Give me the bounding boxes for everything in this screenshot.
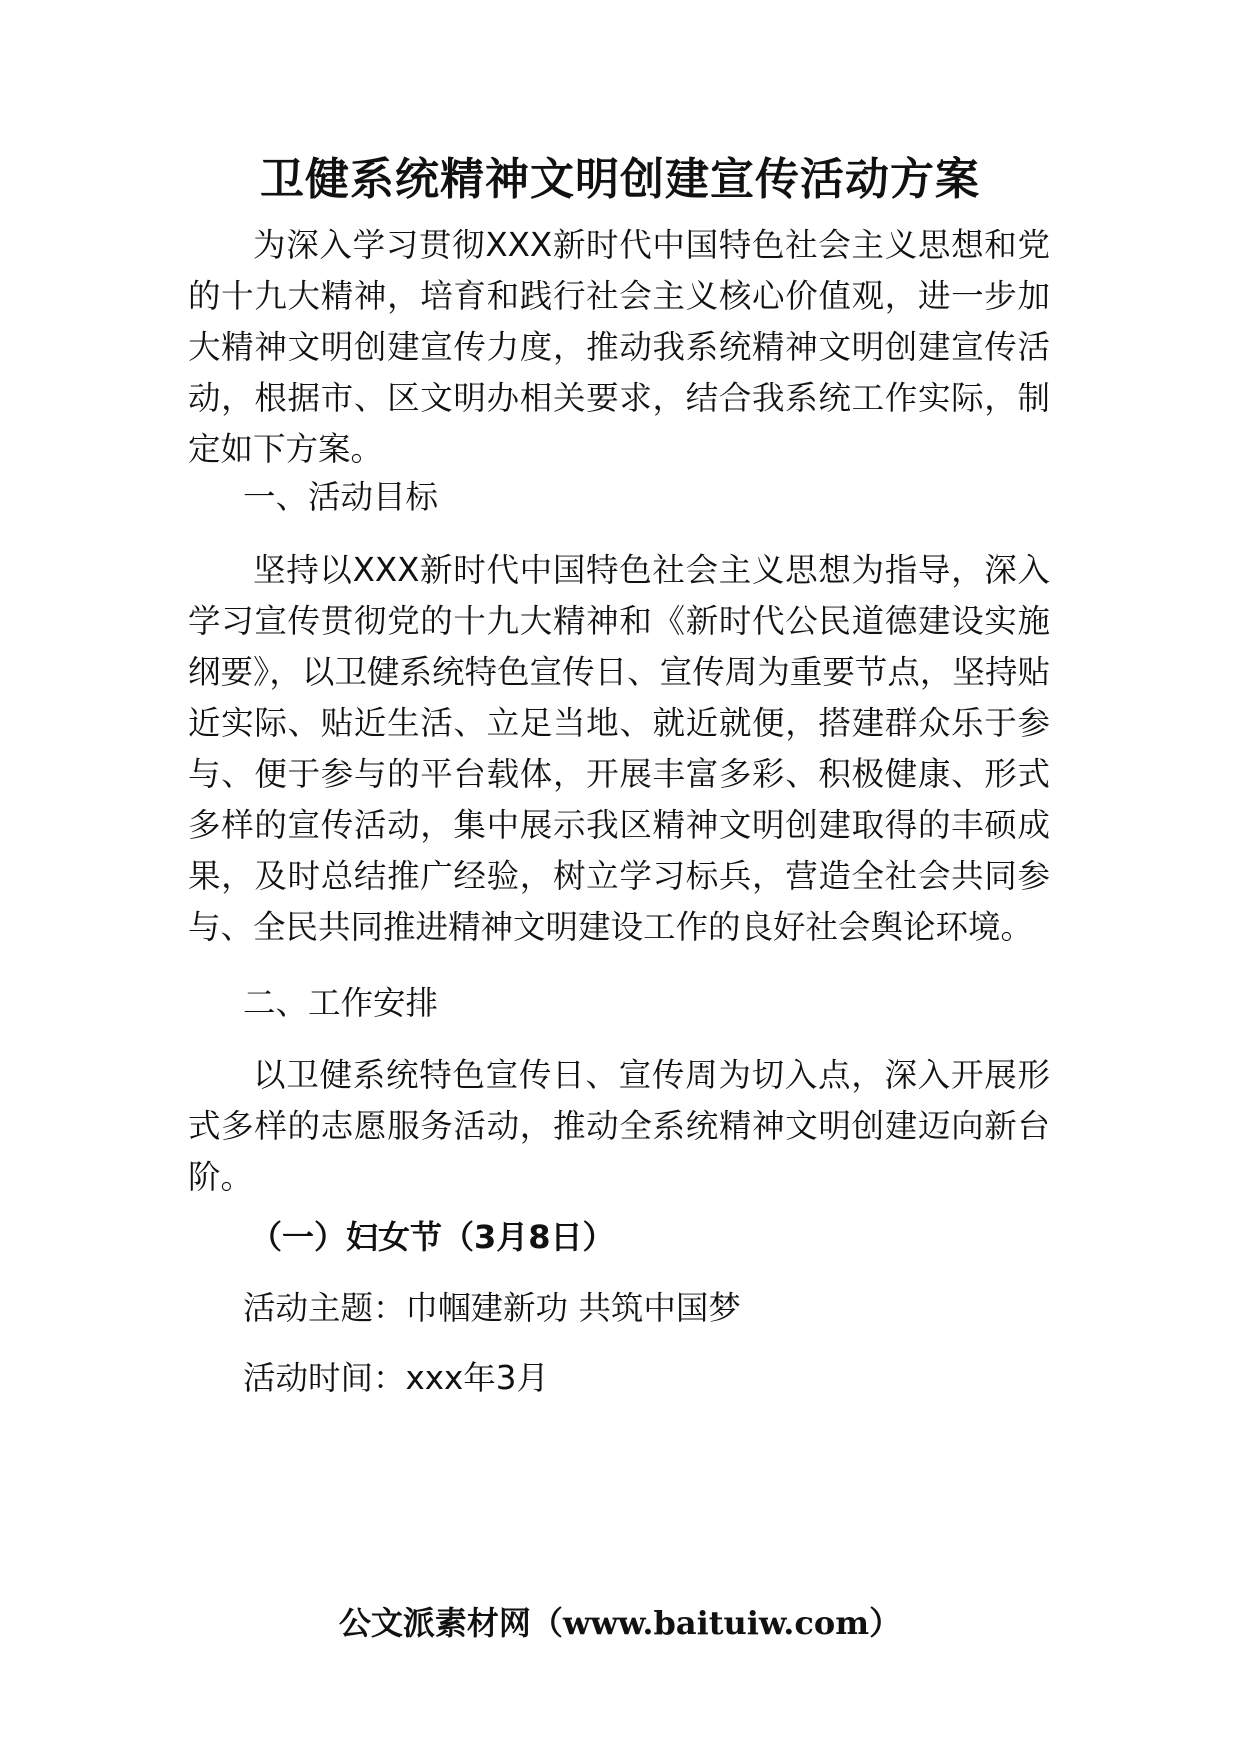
activity-theme: 活动主题：巾帼建新功 共筑中国梦 <box>243 1289 741 1327</box>
footer-source: 公文派素材网（www.baituiw.com） <box>338 1604 902 1642</box>
section-heading-arrangement: 二、工作安排 <box>243 984 439 1022</box>
arrangement-paragraph: 以卫健系统特色宣传日、宣传周为切入点，深入开展形式多样的志愿服务活动，推动全系统精神文明创建迈向新台阶。 <box>188 1056 1050 1196</box>
intro-paragraph: 为深入学习贯彻XXX新时代中国特色社会主义思想和党的十九大精神，培育和践行社会主义核心价值观，进一步加大精神文明创建宣传力度，推动我系统精神文明创建宣传活动，根据市、区文明办相关要求，结合我系统工作实际，制定如下方案。 <box>188 226 1050 468</box>
activity-time: 活动时间：xxx年3月 <box>243 1359 549 1397</box>
section-heading-goals: 一、活动目标 <box>243 478 439 516</box>
goals-paragraph: 坚持以XXX新时代中国特色社会主义思想为指导，深入学习宣传贯彻党的十九大精神和《新时代公民道德建设实施纲要》，以卫健系统特色宣传日、宣传周为重要节点，坚持贴近实际、贴近生活、立足当地、就近就便，搭建群众乐于参与、便于参与的平台载体，开展丰富多彩、积极健康、形式多样的宣传活动，集中展示我区精神文明创建取得的丰硕成果，及时总结推广经验，树立学习标兵，营造全社会共同参与、全民共同推进精神文明建设工作的良好社会舆论环境。 <box>188 551 1050 946</box>
document-title: 卫健系统精神文明创建宣传活动方案 <box>260 154 980 205</box>
subsection-heading-womens-day: （一）妇女节（3月8日） <box>250 1218 615 1256</box>
